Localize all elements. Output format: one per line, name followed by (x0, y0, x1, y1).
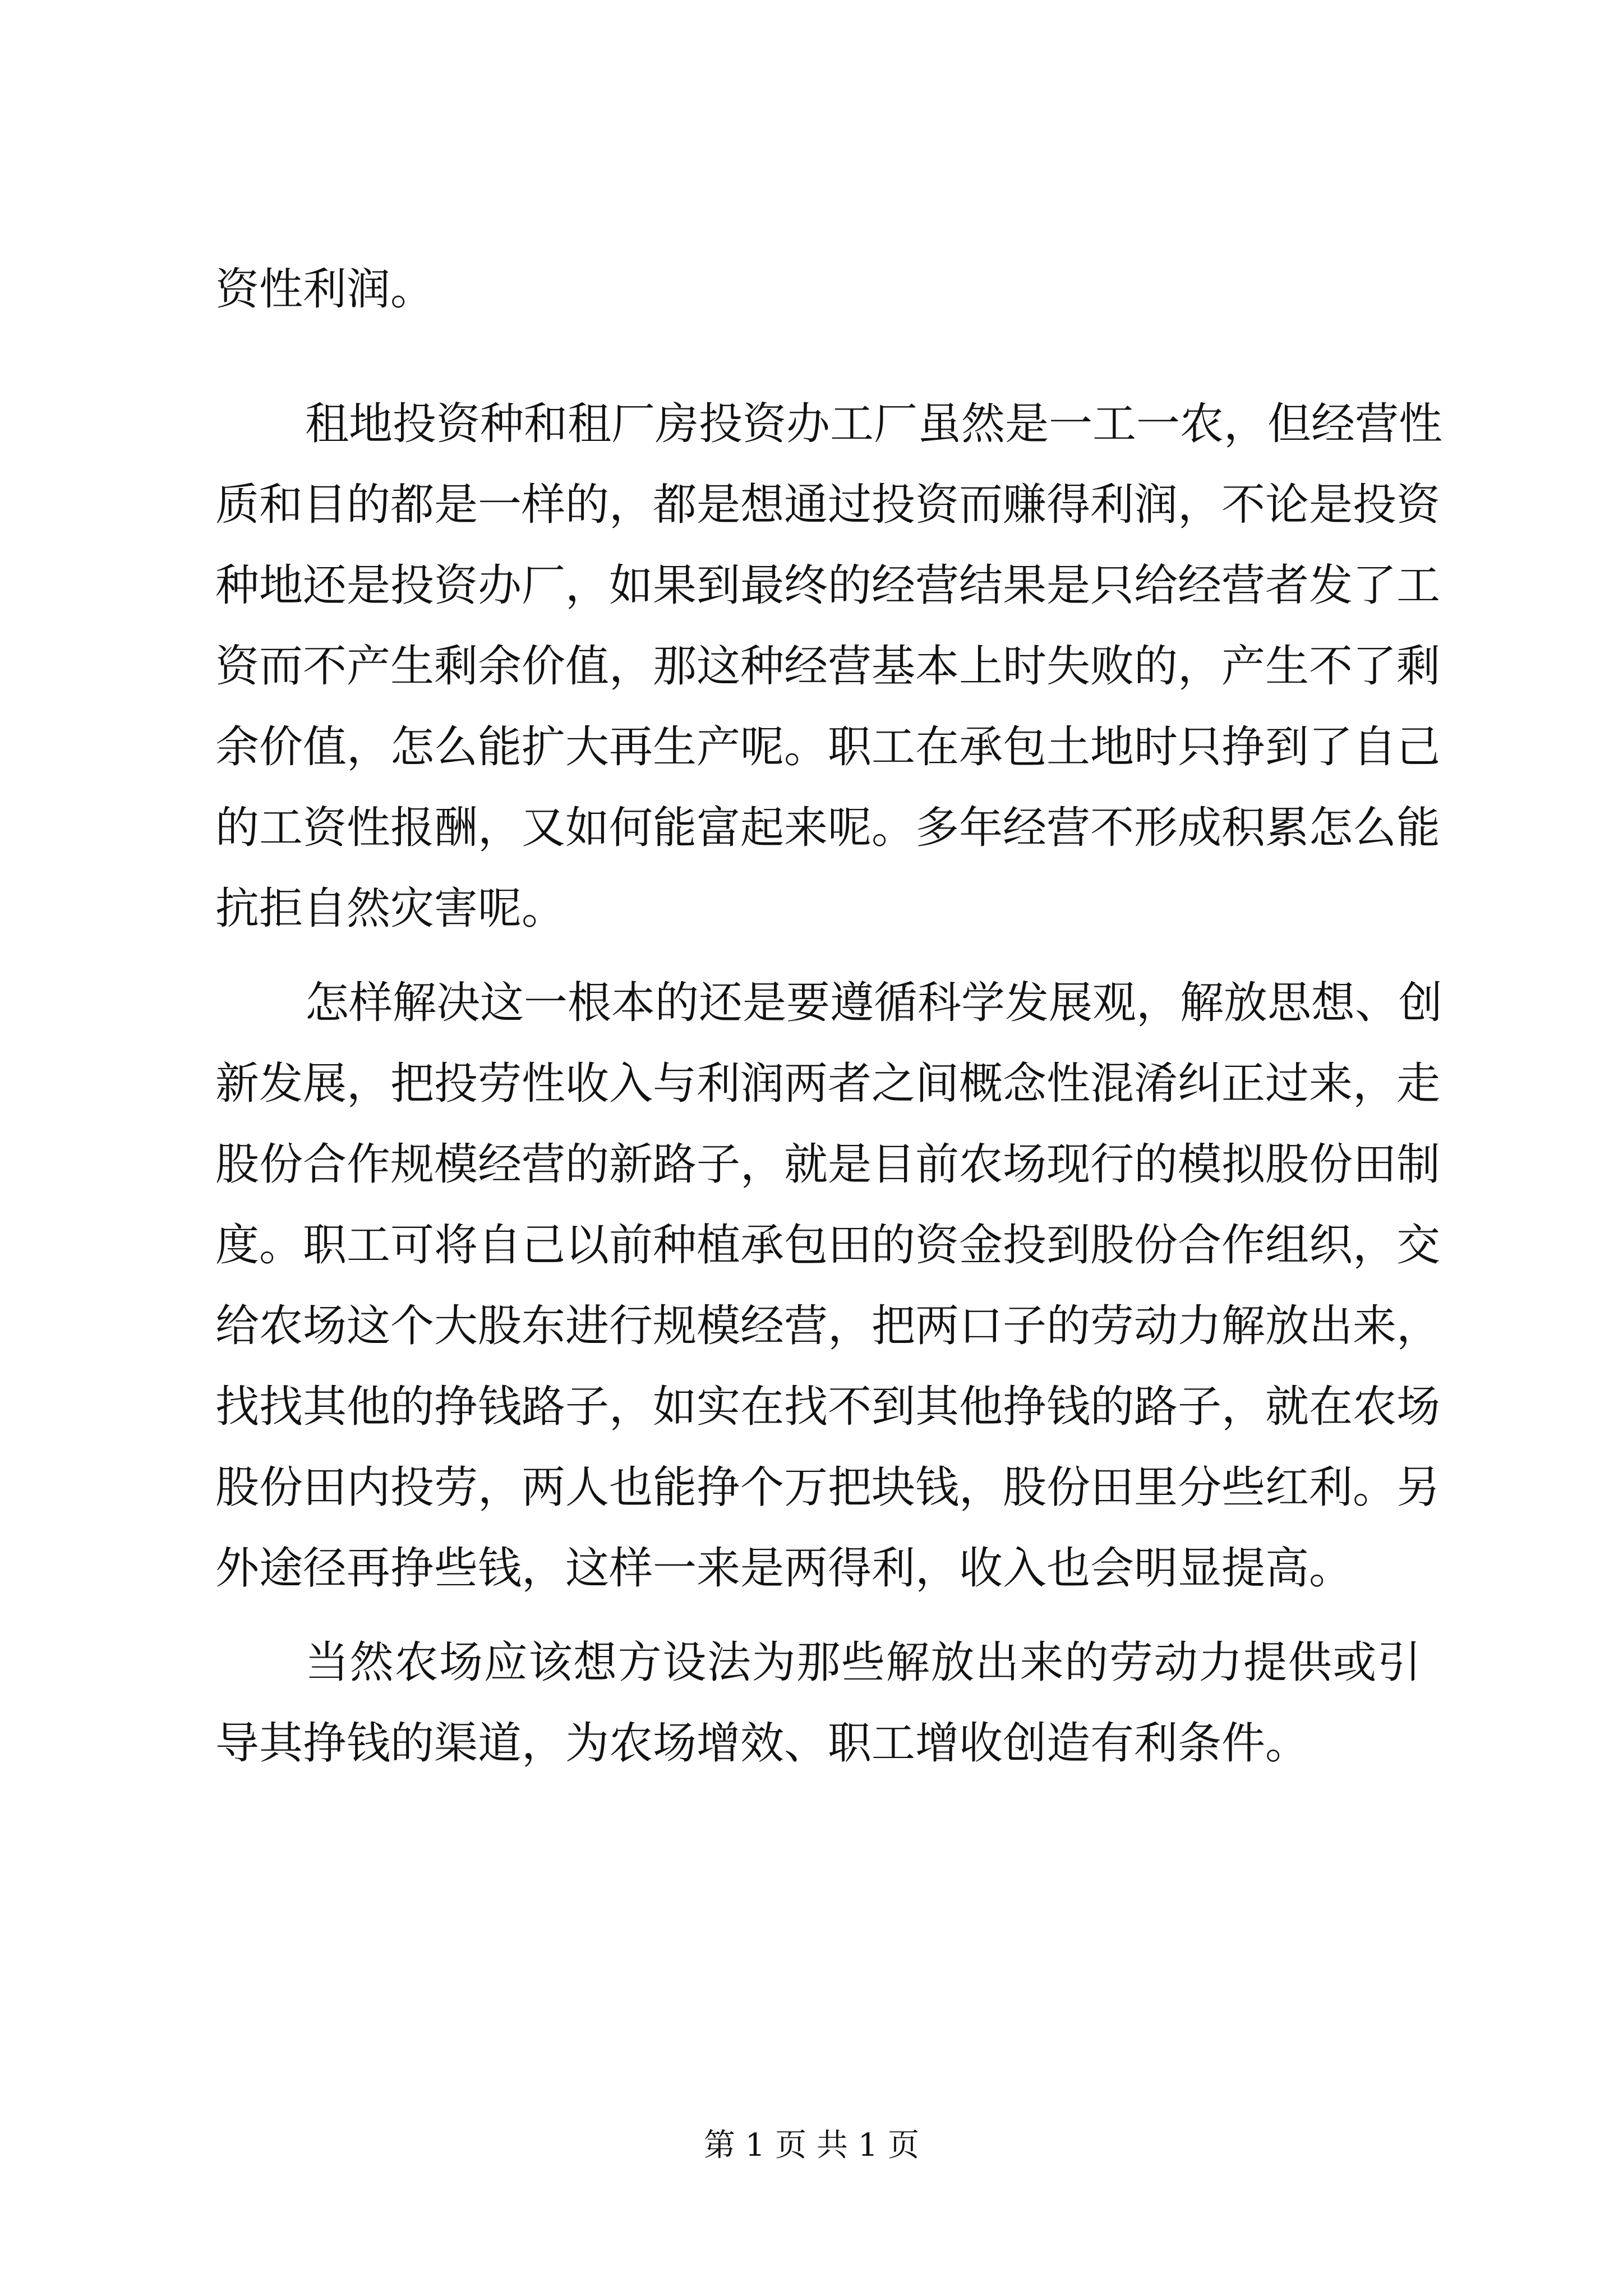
text-line-12: 度。职工可将自己以前种植承包田的资金投到股份合作组织，交 (215, 1220, 1441, 1271)
text-line-2: 租地投资种和租厂房投资办工厂虽然是一工一农，但经营性 (305, 399, 1443, 449)
text-line-11: 股份合作规模经营的新路子，就是目前农场现行的模拟股份田制 (215, 1139, 1441, 1190)
text-line-18: 导其挣钱的渠道，为农场增效、职工增收创造有利条件。 (215, 1718, 1310, 1769)
text-line-7: 的工资性报酬，又如何能富起来呢。多年经营不形成积累怎么能 (215, 803, 1441, 853)
text-line-4: 种地还是投资办厂，如果到最终的经营结果是只给经营者发了工 (215, 560, 1441, 611)
text-line-8: 抗拒自然灾害呢。 (215, 884, 566, 934)
text-line-14: 找找其他的挣钱路子，如实在找不到其他挣钱的路子，就在农场 (215, 1382, 1441, 1432)
text-line-5: 资而不产生剩余价值，那这种经营基本上时失败的，产生不了剩 (215, 641, 1441, 692)
text-line-6: 余价值，怎么能扩大再生产呢。职工在承包土地时只挣到了自己 (215, 722, 1441, 772)
page-number-footer: 第 1 页 共 1 页 (703, 2127, 920, 2164)
text-line-17: 当然农场应该想方设法为那些解放出来的劳动力提供或引 (305, 1637, 1421, 1688)
text-line-15: 股份田内投劳，两人也能挣个万把块钱，股份田里分些红利。另 (215, 1462, 1441, 1513)
text-line-10: 新发展，把投劳性收入与利润两者之间概念性混淆纠正过来，走 (215, 1059, 1441, 1109)
text-line-13: 给农场这个大股东进行规模经营，把两口子的劳动力解放出来， (215, 1301, 1441, 1351)
text-line-3: 质和目的都是一样的，都是想通过投资而赚得利润，不论是投资 (215, 480, 1441, 530)
text-line-9: 怎样解决这一根本的还是要遵循科学发展观，解放思想、创 (305, 978, 1443, 1028)
text-line-16: 外途径再挣些钱，这样一来是两得利，收入也会明显提高。 (215, 1543, 1353, 1594)
text-line-1: 资性利润。 (215, 264, 435, 315)
